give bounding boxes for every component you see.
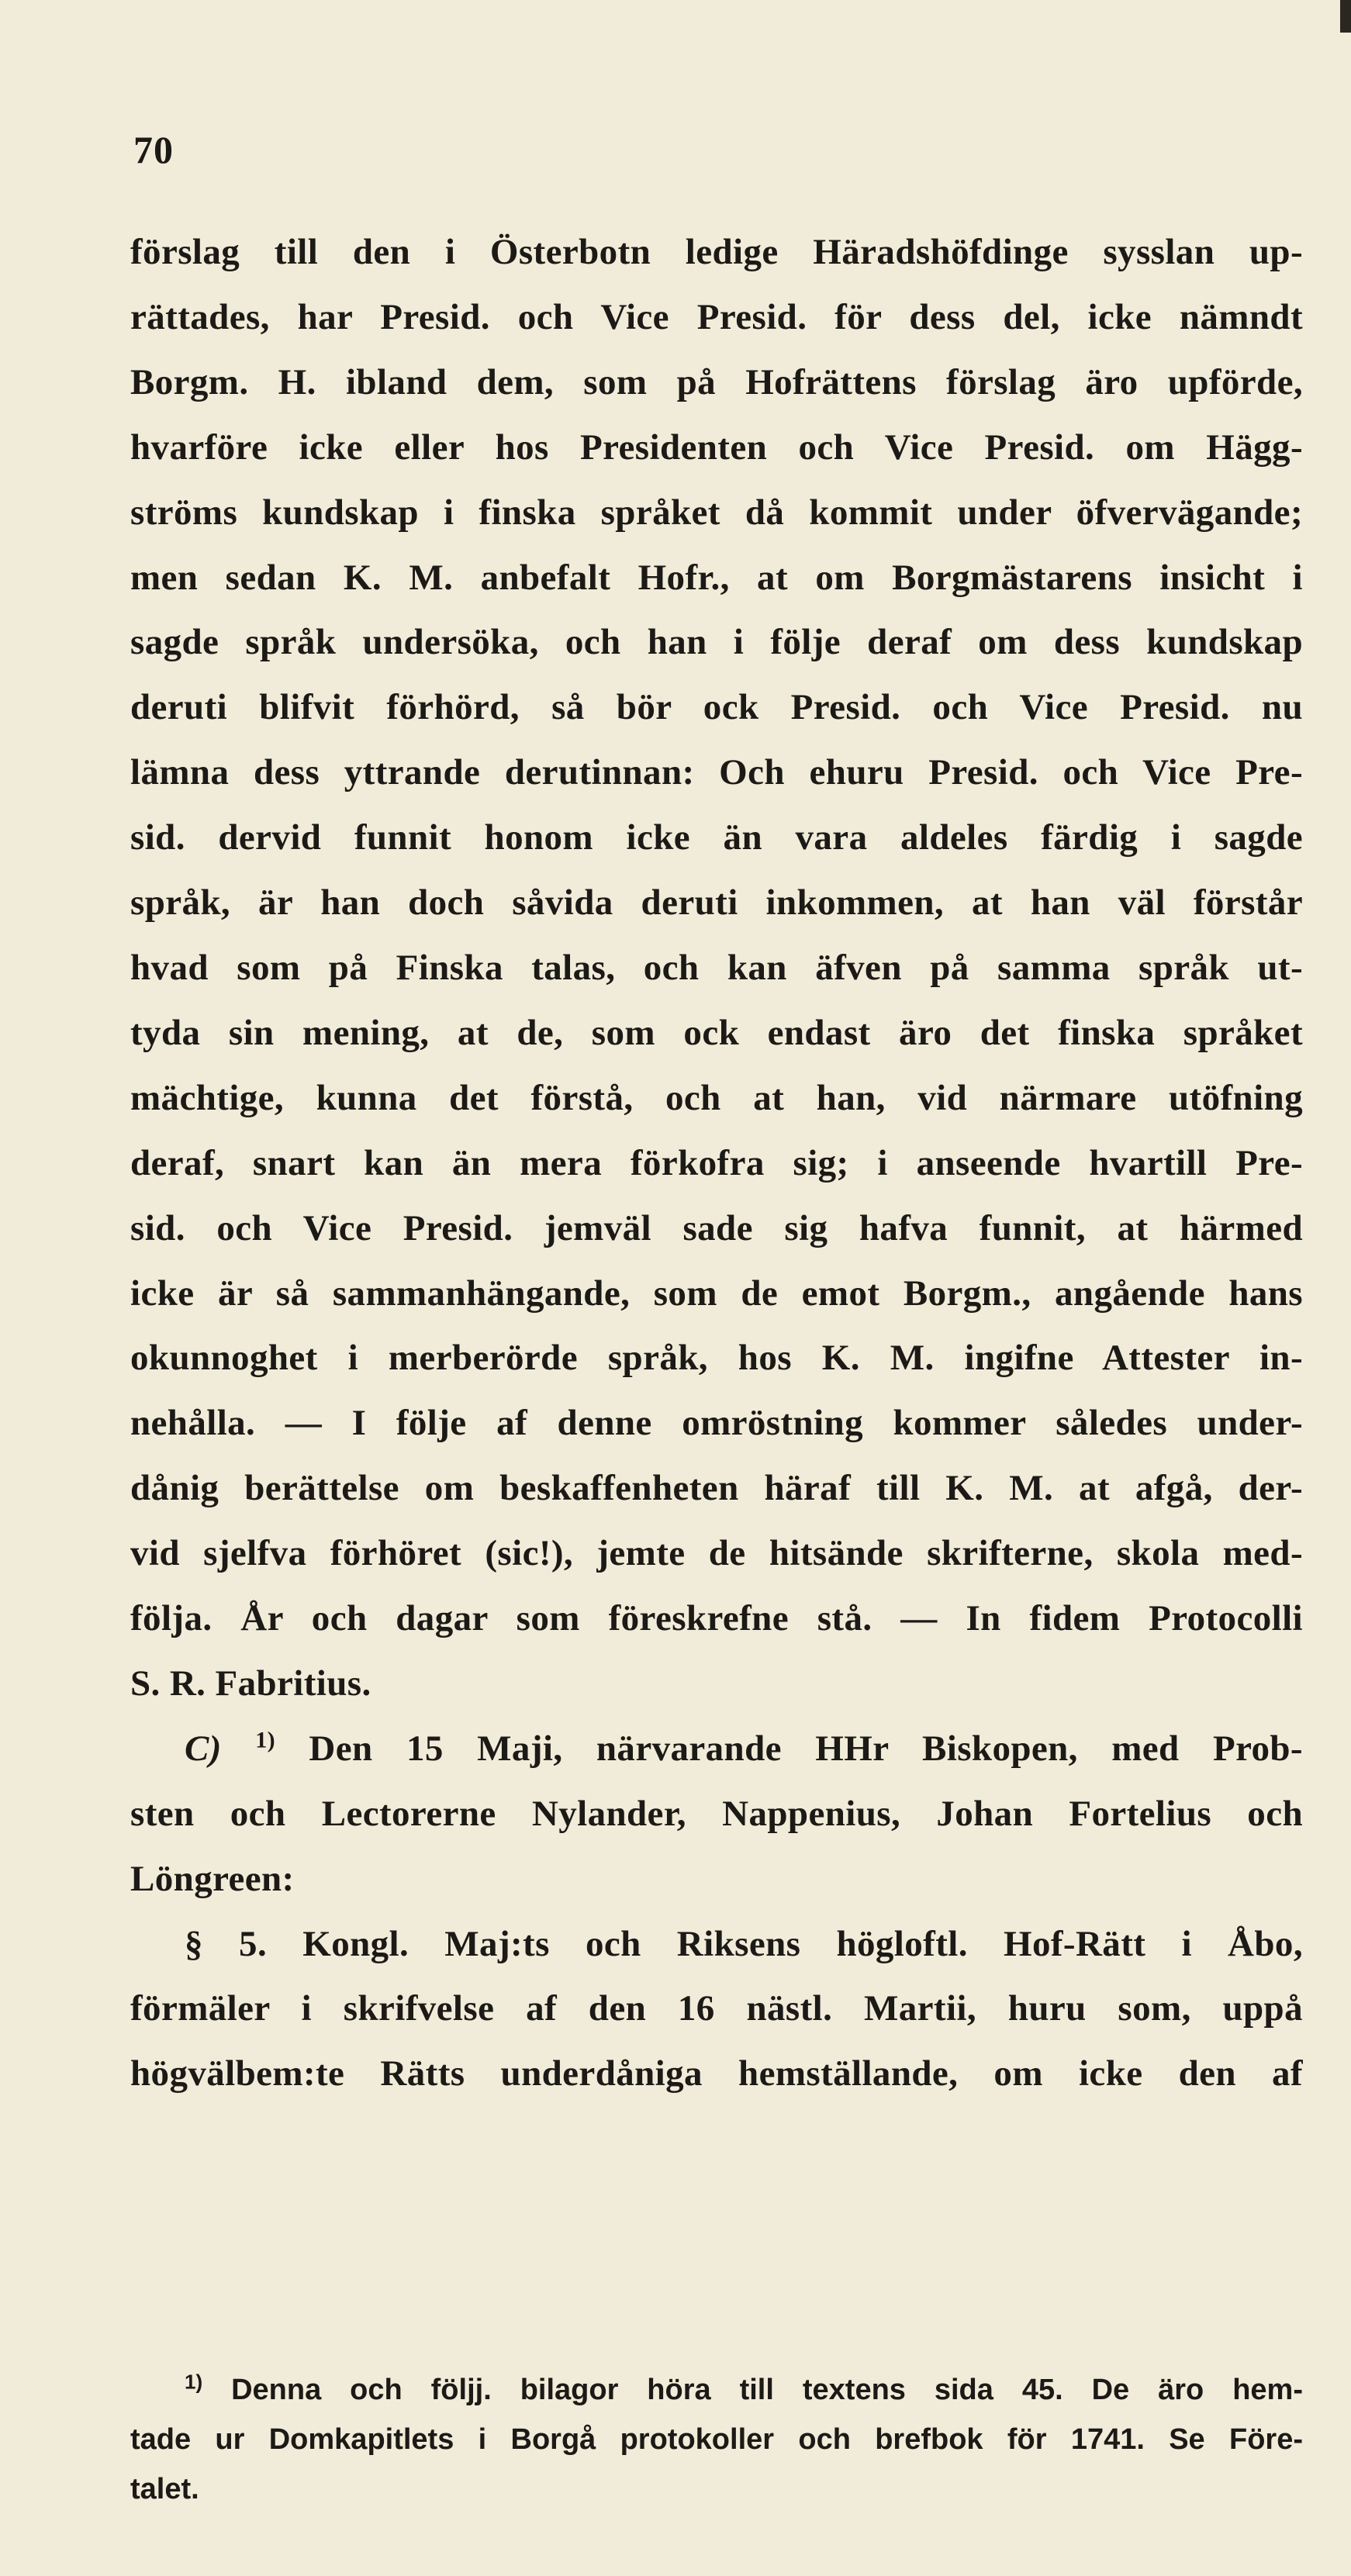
footnote-block <box>130 2365 1303 2514</box>
text-line: vid sjelfva förhöret (sic!), jemte de hitsände skrifterne, skola med- <box>130 1533 1303 1574</box>
text-line: lämna dess yttrande derutinnan: Och ehuru Presid. och Vice Pre- <box>130 752 1303 793</box>
text-line: Löngreen: <box>130 1858 295 1899</box>
footnote-ref: 1) <box>255 1727 276 1753</box>
footnote-line: tade ur Domkapitlets i Borgå protokoller och brefbok för 1741. Se Före- <box>130 2423 1303 2456</box>
text-line: men sedan K. M. anbefalt Hofr., at om Borgmästarens insicht i <box>130 557 1303 598</box>
text-line: rättades, har Presid. och Vice Presid. för dess del, icke nämndt <box>130 296 1303 337</box>
text-line: följa. År och dagar som föreskrefne stå. — In fidem Protocolli <box>130 1598 1303 1639</box>
page-edge-mark <box>1340 0 1351 33</box>
section-c-text: Den 15 Maji, närvarande HHr Biskopen, med Prob- <box>309 1728 1303 1769</box>
text-line: högvälbem:te Rätts underdåniga hemställande, om icke den af <box>130 2053 1303 2094</box>
text-line: sagde språk undersöka, och han i följe deraf om dess kundskap <box>130 622 1303 663</box>
text-line: mächtige, kunna det förstå, och at han, vid närmare utöfning <box>130 1077 1303 1118</box>
paragraph-5-first-line: § 5. Kongl. Maj:ts och Riksens högloftl. Hof-Rätt i Åbo, <box>185 1923 1303 1964</box>
page-number: 70 <box>133 128 174 171</box>
section-c-label: C) <box>185 1728 222 1769</box>
body-text <box>130 220 1303 2107</box>
text-line: förslag till den i Österbotn ledige Häradshöfdinge sysslan up- <box>130 232 1303 272</box>
text-line: hvarföre icke eller hos Presidenten och Vice Presid. om Hägg- <box>130 426 1303 468</box>
text-line: Borgm. H. ibland dem, som på Hofrättens förslag äro upförde, <box>130 361 1303 402</box>
text-line: hvad som på Finska talas, och kan äfven på samma språk ut- <box>130 947 1303 988</box>
text-line: okunnoghet i merberörde språk, hos K. M. ingifne Attester in- <box>130 1338 1303 1379</box>
text-line: sten och Lectorerne Nylander, Nappenius, Johan Fortelius och <box>130 1793 1303 1834</box>
signature-line: S. R. Fabritius. <box>130 1663 371 1704</box>
text-line: icke är så sammanhängande, som de emot Borgm., angående hans <box>130 1272 1303 1314</box>
text-line: tyda sin mening, at de, som ock endast äro det finska språket <box>130 1012 1303 1053</box>
text-line: sid. dervid funnit honom icke än vara aldeles färdig i sagde <box>130 817 1303 858</box>
text-line: ströms kundskap i finska språket då kommit under öfvervägande; <box>130 492 1303 533</box>
text-line: deruti blifvit förhörd, så bör ock Presid. och Vice Presid. nu <box>130 687 1303 728</box>
footnote-line: talet. <box>130 2473 199 2505</box>
text-line: förmäler i skrifvelse af den 16 nästl. Martii, huru som, uppå <box>130 1988 1303 2029</box>
text-line: språk, är han doch såvida deruti inkommen, at han väl förstår <box>130 882 1303 924</box>
text-line: deraf, snart kan än mera förkofra sig; i anseende hvartill Pre- <box>130 1142 1303 1183</box>
footnote-text: Denna och följj. bilagor höra till textens sida 45. De äro hem- <box>231 2374 1304 2406</box>
footnote-marker: 1) <box>185 2370 203 2394</box>
section-c-first-line <box>130 1717 1303 1782</box>
text-line: sid. och Vice Presid. jemväl sade sig hafva funnit, at härmed <box>130 1207 1303 1248</box>
text-line: nehålla. — I följe af denne omröstning kommer således under- <box>130 1403 1303 1444</box>
text-line: dånig berättelse om beskaffenheten häraf till K. M. at afgå, der- <box>130 1468 1303 1509</box>
footnote-first-line <box>130 2365 1303 2415</box>
